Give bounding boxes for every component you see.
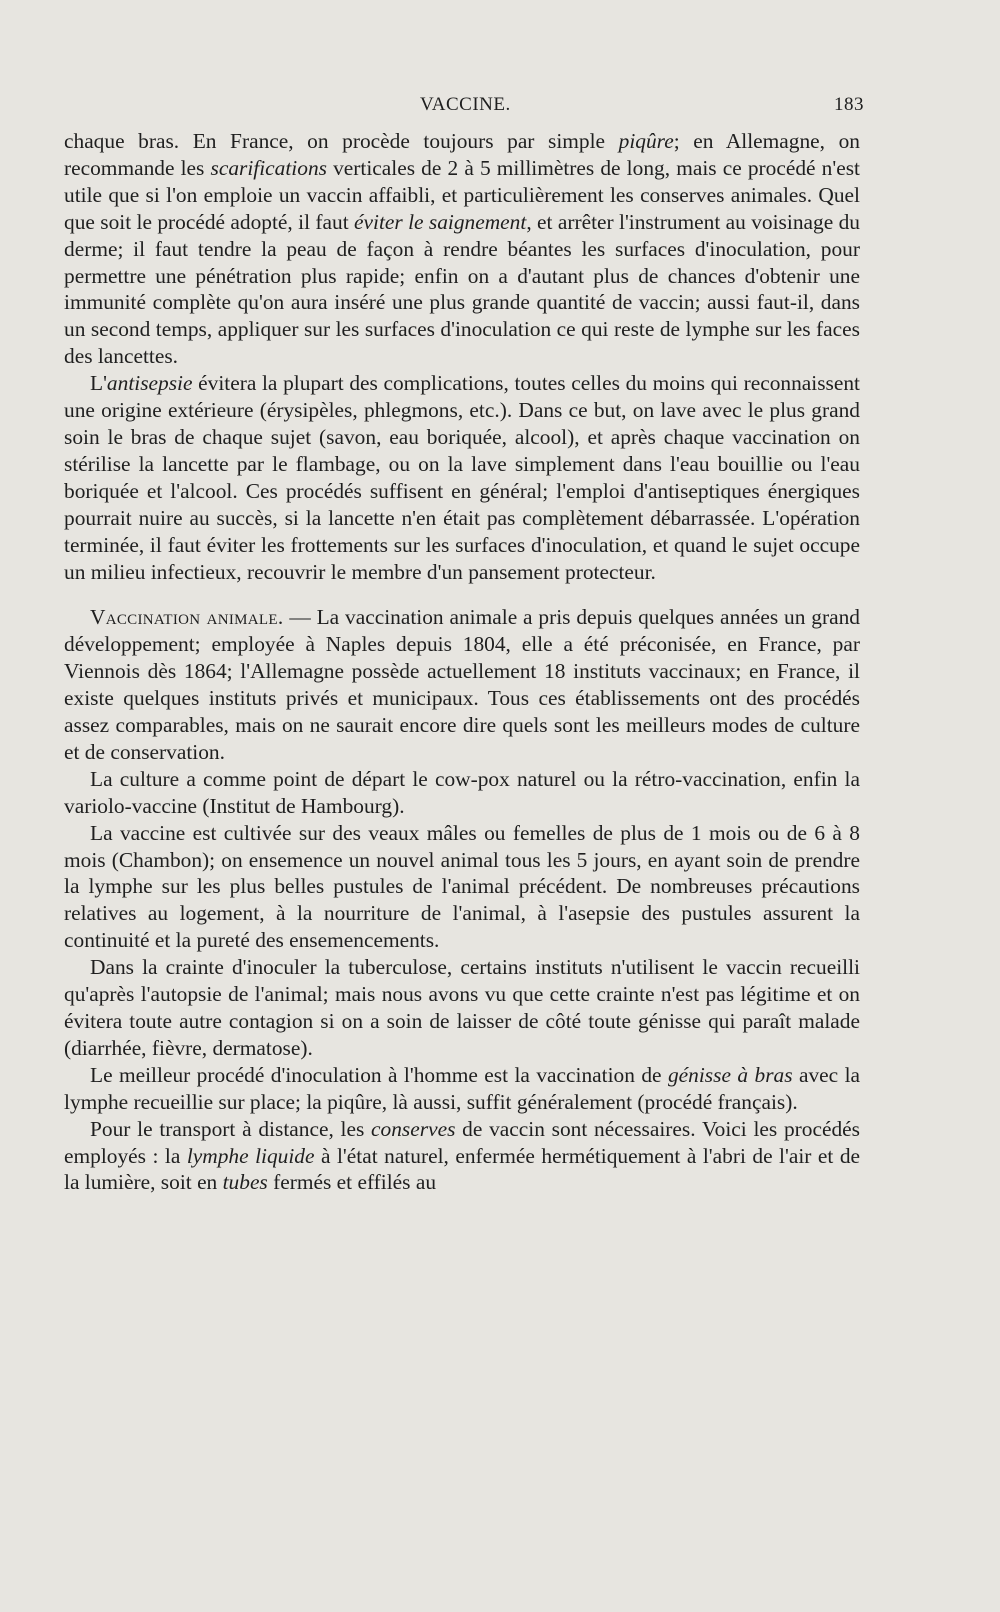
italic-run: piqûre	[618, 129, 674, 153]
paragraph	[64, 370, 860, 585]
paragraph	[64, 1062, 860, 1116]
text-run: chaque bras. En France, on procède toujours par simple	[64, 129, 619, 153]
text-run: avec la lymphe recueillie sur place; la piqûre, là aussi, suffit généralement (procédé français).	[64, 1062, 861, 1114]
paragraph	[64, 954, 860, 1062]
italic-run: antisepsie	[106, 371, 193, 396]
paragraph	[64, 766, 860, 820]
text-run: L'	[90, 371, 107, 396]
text-run: verticales de 2 à 5 millimètres de long, mais ce procédé n'est utile que si l'on emploie un vaccin affaibli, et particulièrement les conserves animales. Quel que soit le procédé adopté, il faut	[64, 155, 860, 234]
section-heading: Vaccination animale.	[90, 605, 284, 630]
italic-run: éviter le saignement	[354, 209, 527, 234]
text-run: La culture a comme point de départ le cow-pox naturel ou la rétro-vaccination, enfin la variolo-vaccine (Institut de Hambourg).	[64, 766, 860, 818]
running-title: VACCINE.	[420, 94, 511, 115]
text-run: ; en Allemagne, on recommande les	[64, 129, 860, 180]
page-number: 183	[834, 94, 864, 115]
text-run: , et arrêter l'instrument au voisinage du derme; il faut tendre la peau de façon à rendre béantes les surfaces d'inoculation, pour permettre une pénétration plus rapide; enfin on a d'autant plus de chances d'obtenir une immunité complète qu'on aura inséré une plus grande quantité de vaccin; aussi faut-il, dans un second temps, appliquer sur les surfaces d'inoculation ce qui reste de lymphe sur les faces des lancettes.	[64, 209, 860, 369]
text-run: fermés et effilés au	[267, 1170, 437, 1195]
text-run: La vaccine est cultivée sur des veaux mâles ou femelles de plus de 1 mois ou de 6 à 8 mois (Chambon); on ensemence un nouvel animal tous les 5 jours, en ayant soin de prendre la lymphe sur les plus belles pustules de l'animal précédent. De nombreuses précautions relatives au logement, à la nourriture de l'animal, à l'asepsie des pustules assurent la continuité et la pureté des ensemencements.	[64, 820, 860, 953]
text-run: Dans la crainte d'inoculer la tuberculose, certains instituts n'utilisent le vaccin recueilli qu'après l'autopsie de l'animal; mais nous avons vu que cette crainte n'est pas légitime et on évitera toute autre contagion si on a soin de laisser de côté toute génisse qui paraît malade (diarrhée, fièvre, dermatose).	[64, 955, 860, 1060]
text-run: évitera la plupart des complications, toutes celles du moins qui reconnaissent une origine extérieure (érysipèles, phlegmons, etc.). Dans ce but, on lave avec le plus grand soin le bras de chaque sujet (savon, eau boriquée, alcool), et après chaque vaccination on stérilise la lancette par le flambage, ou on la lave simplement dans l'eau bouillie ou l'eau boriquée et l'alcool. Ces procédés suffisent en général; l'emploi d'antiseptiques énergiques pourrait nuire au succès, si la lancette n'en était pas complètement débarrassée. L'opération terminée, il faut éviter les frottements sur les surfaces d'inoculation, et quand le sujet occupe un milieu infectieux, recouvrir le membre d'un pansement protecteur.	[64, 371, 860, 584]
italic-run: génisse à bras	[667, 1062, 793, 1087]
italic-run: conserves	[371, 1116, 456, 1141]
paragraph	[64, 128, 860, 370]
text-run: Le meilleur procédé d'inoculation à l'homme est la vaccination de	[90, 1062, 668, 1087]
italic-run: tubes	[222, 1170, 268, 1195]
section-paragraph	[64, 604, 860, 765]
text-run: Pour le transport à distance, les	[90, 1116, 372, 1141]
paragraph	[64, 1116, 860, 1197]
body-text	[64, 128, 860, 1196]
paragraph	[64, 820, 860, 955]
text-run: de vaccin sont nécessaires. Voici les procédés employés : la	[64, 1116, 860, 1168]
italic-run: scarifications	[210, 155, 327, 180]
text-run: à l'état naturel, enfermée hermétiquement à l'abri de l'air et de la lumière, soit en	[64, 1143, 861, 1195]
running-head	[64, 94, 864, 124]
italic-run: lymphe liquide	[186, 1143, 315, 1168]
text-run: — La vaccination animale a pris depuis quelques années un grand développement; employée à Naples depuis 1804, elle a été préconisée, en France, par Viennois dès 1864; l'Allemagne possède actuellement 18 instituts vaccinaux; en France, il existe quelques instituts privés et municipaux. Tous ces établissements ont des procédés assez comparables, mais on ne saurait encore dire quels sont les meilleurs modes de culture et de conservation.	[64, 605, 860, 764]
